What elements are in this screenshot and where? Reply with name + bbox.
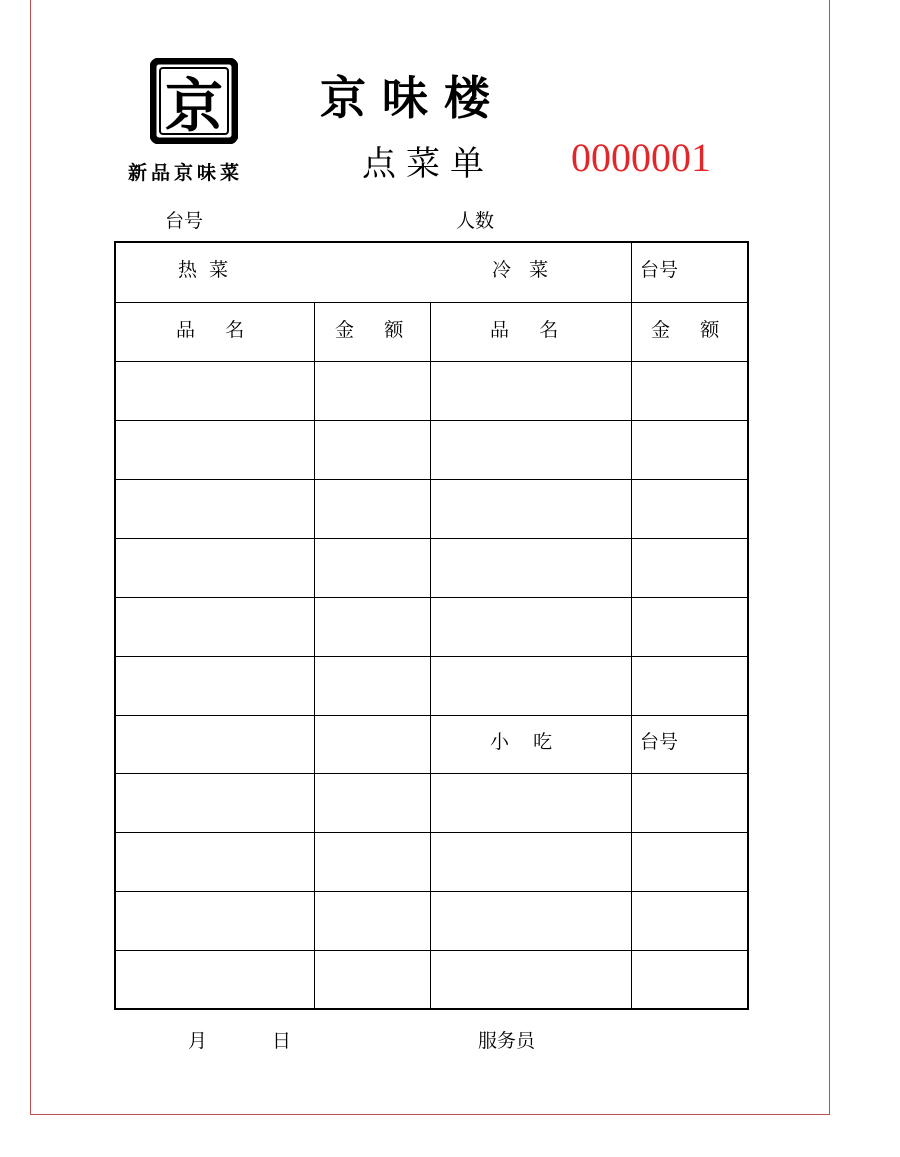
snacks-table-number-label: 台号 [640,731,679,753]
serial-number: 0000001 [571,135,711,180]
guest-count-label: 人数 [456,210,495,232]
hot-dishes-header: 热 菜 [178,259,229,281]
month-label: 月 [188,1030,208,1052]
table-border-bottom [114,1008,749,1010]
item-name-header-cold: 品 名 [490,319,559,341]
cold-dishes-header: 冷 菜 [492,259,549,281]
row-divider [114,656,749,657]
row-divider [114,950,749,951]
restaurant-name: 京味楼 [320,71,506,125]
row-divider [114,715,749,716]
row-divider [114,891,749,892]
row-divider [114,597,749,598]
row-divider [114,361,749,362]
column-divider [631,241,632,1009]
column-divider [430,302,431,1009]
restaurant-logo [150,58,238,144]
table-border-top [114,241,749,243]
item-name-header-hot: 品 名 [176,319,245,341]
row-divider [114,420,749,421]
snacks-header: 小 吃 [490,731,553,753]
table-number-cell-label: 台号 [640,259,679,281]
document-title: 点菜单 [362,144,494,184]
row-divider [114,773,749,774]
row-divider [114,832,749,833]
row-divider [114,302,749,303]
column-divider [314,302,315,1009]
waiter-label: 服务员 [478,1030,536,1052]
table-border-left [114,241,116,1010]
row-divider [114,538,749,539]
slogan: 新品京味菜 [128,162,244,184]
table-number-label: 台号 [165,210,204,232]
row-divider [114,479,749,480]
day-label: 日 [272,1030,292,1052]
logo-glyph: 京 [164,72,224,140]
amount-header-hot: 金 额 [335,319,404,341]
table-border-right [747,241,749,1010]
amount-header-cold: 金 额 [651,319,720,341]
